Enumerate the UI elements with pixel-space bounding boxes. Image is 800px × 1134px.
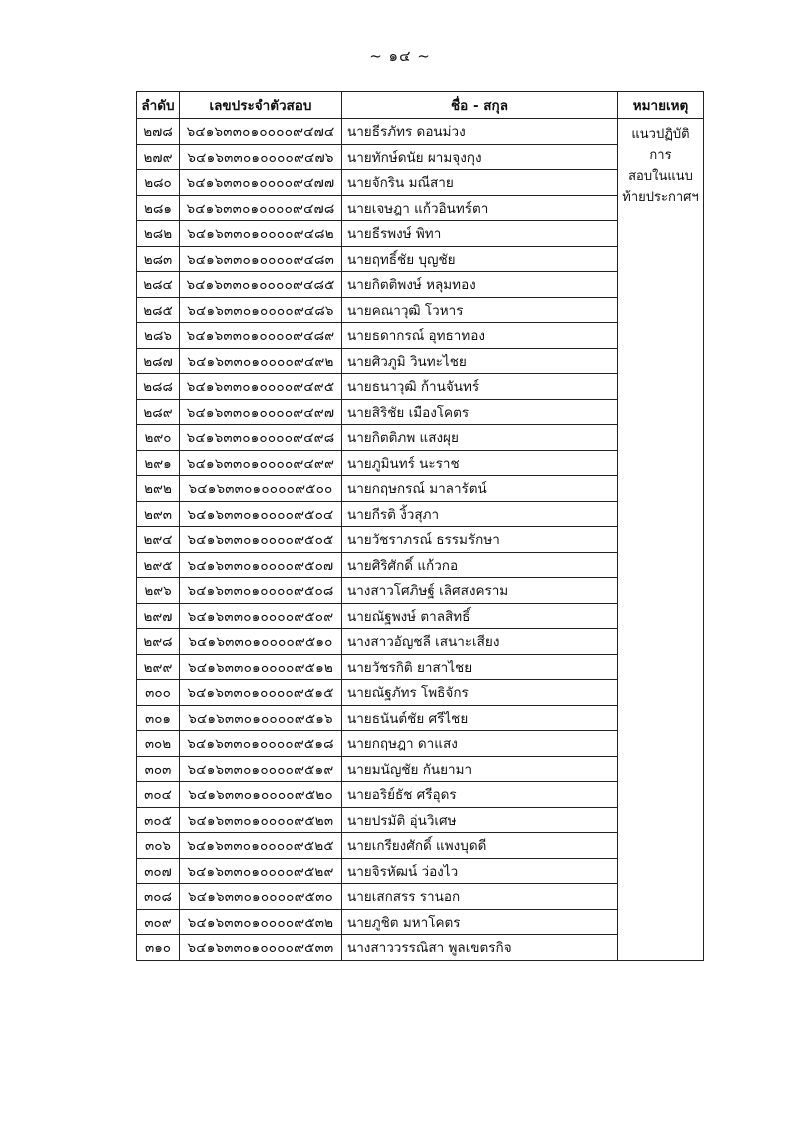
row-seq: ๒๙๓: [137, 501, 180, 527]
row-full-name: นายปรมัติ อุ่นวิเศษ: [342, 807, 618, 833]
row-full-name: นางสาววรรณิสา พูลเขตรกิจ: [342, 935, 618, 961]
row-full-name: นายกิตติภพ แสงผุย: [342, 425, 618, 451]
row-seq: ๒๘๔: [137, 272, 180, 298]
row-full-name: นายกฤษกรณ์ มาลารัตน์: [342, 476, 618, 502]
row-seq: ๓๑๐: [137, 935, 180, 961]
row-full-name: นายธดากรณ์ อุทธาทอง: [342, 323, 618, 349]
row-full-name: นายจักริน มณีสาย: [342, 170, 618, 196]
row-full-name: นายวัชราภรณ์ ธรรมรักษา: [342, 527, 618, 553]
row-seq: ๒๘๘: [137, 374, 180, 400]
row-exam-id: ๖๔๑๖๓๓๐๑๐๐๐๐๙๕๑๖: [180, 705, 342, 731]
row-exam-id: ๖๔๑๖๓๓๐๑๐๐๐๐๙๕๐๕: [180, 527, 342, 553]
row-seq: ๒๙๒: [137, 476, 180, 502]
row-seq: ๒๙๗: [137, 603, 180, 629]
row-seq: ๒๙๕: [137, 552, 180, 578]
row-exam-id: ๖๔๑๖๓๓๐๑๐๐๐๐๙๔๙๘: [180, 425, 342, 451]
row-seq: ๒๙๑: [137, 450, 180, 476]
row-full-name: นายเสกสรร รานอก: [342, 884, 618, 910]
remark-line: ท้ายประกาศฯ: [622, 190, 699, 205]
remark-line: สอบในแนบ: [628, 169, 693, 184]
row-exam-id: ๖๔๑๖๓๓๐๑๐๐๐๐๙๕๐๐: [180, 476, 342, 502]
row-exam-id: ๖๔๑๖๓๓๐๑๐๐๐๐๙๕๐๙: [180, 603, 342, 629]
table-body: [137, 119, 704, 961]
row-full-name: นายณัฐภัทร โพธิจักร: [342, 680, 618, 706]
row-full-name: นายฤทธิ์ชัย บุญชัย: [342, 246, 618, 272]
header-full-name: ชื่อ - สกุล: [342, 92, 618, 119]
row-seq: ๒๘๓: [137, 246, 180, 272]
candidate-table: [136, 91, 704, 961]
row-exam-id: ๖๔๑๖๓๓๐๑๐๐๐๐๙๕๒๙: [180, 858, 342, 884]
row-full-name: นายธีรภัทร ดอนม่วง: [342, 119, 618, 145]
row-seq: ๒๘๖: [137, 323, 180, 349]
row-exam-id: ๖๔๑๖๓๓๐๑๐๐๐๐๙๔๙๗: [180, 399, 342, 425]
row-seq: ๓๐๕: [137, 807, 180, 833]
row-seq: ๒๙๖: [137, 578, 180, 604]
row-exam-id: ๖๔๑๖๓๓๐๑๐๐๐๐๙๕๒๓: [180, 807, 342, 833]
row-seq: ๒๘๕: [137, 297, 180, 323]
row-full-name: นายศิวภูมิ วินทะไชย: [342, 348, 618, 374]
row-exam-id: ๖๔๑๖๓๓๐๑๐๐๐๐๙๕๒๕: [180, 833, 342, 859]
row-seq: ๒๘๒: [137, 221, 180, 247]
row-full-name: นายอริย์ธัช ศรีอุดร: [342, 782, 618, 808]
row-full-name: นางสาวอัญชลี เสนาะเสียง: [342, 629, 618, 655]
row-full-name: นายธีรพงษ์ พิทา: [342, 221, 618, 247]
row-full-name: นายกิตติพงษ์ หลุมทอง: [342, 272, 618, 298]
row-seq: ๒๙๘: [137, 629, 180, 655]
row-exam-id: ๖๔๑๖๓๓๐๑๐๐๐๐๙๔๙๒: [180, 348, 342, 374]
row-exam-id: ๖๔๑๖๓๓๐๑๐๐๐๐๙๔๙๙: [180, 450, 342, 476]
row-full-name: นายธนาวุฒิ ก้านจันทร์: [342, 374, 618, 400]
row-full-name: นายคณาวุฒิ โวหาร: [342, 297, 618, 323]
row-seq: ๓๐๔: [137, 782, 180, 808]
row-exam-id: ๖๔๑๖๓๓๐๑๐๐๐๐๙๕๑๒: [180, 654, 342, 680]
row-exam-id: ๖๔๑๖๓๓๐๑๐๐๐๐๙๕๓๓: [180, 935, 342, 961]
header-seq: ลำดับ: [137, 92, 180, 119]
row-full-name: นางสาวโศภิษฐ์ เลิศสงคราม: [342, 578, 618, 604]
row-seq: ๓๐๒: [137, 731, 180, 757]
row-full-name: นายภูมินทร์ นะราช: [342, 450, 618, 476]
row-exam-id: ๖๔๑๖๓๓๐๑๐๐๐๐๙๕๓๐: [180, 884, 342, 910]
row-seq: ๓๐๘: [137, 884, 180, 910]
row-exam-id: ๖๔๑๖๓๓๐๑๐๐๐๐๙๔๘๙: [180, 323, 342, 349]
row-seq: ๒๘๑: [137, 195, 180, 221]
header-exam-id: เลขประจำตัวสอบ: [180, 92, 342, 119]
row-full-name: นายเกรียงศักดิ์ แพงบุดดี: [342, 833, 618, 859]
row-seq: ๓๐๗: [137, 858, 180, 884]
row-exam-id: ๖๔๑๖๓๓๐๑๐๐๐๐๙๕๑๙: [180, 756, 342, 782]
header-row: [137, 92, 704, 119]
remark-line: แนวปฏิบัติการ: [631, 127, 690, 163]
page-number: ~ ๑๔ ~: [369, 47, 431, 65]
row-seq: ๓๐๑: [137, 705, 180, 731]
row-exam-id: ๖๔๑๖๓๓๐๑๐๐๐๐๙๔๘๖: [180, 297, 342, 323]
row-full-name: นายภูชิต มหาโคตร: [342, 909, 618, 935]
row-full-name: นายกีรติ งิ้วสุภา: [342, 501, 618, 527]
row-exam-id: ๖๔๑๖๓๓๐๑๐๐๐๐๙๕๑๕: [180, 680, 342, 706]
row-exam-id: ๖๔๑๖๓๓๐๑๐๐๐๐๙๔๗๖: [180, 144, 342, 170]
row-full-name: นายกฤษฎา ดาแสง: [342, 731, 618, 757]
row-seq: ๒๘๗: [137, 348, 180, 374]
header-remark: หมายเหตุ: [618, 92, 704, 119]
remark-cell: [618, 119, 704, 961]
row-exam-id: ๖๔๑๖๓๓๐๑๐๐๐๐๙๕๓๒: [180, 909, 342, 935]
row-exam-id: ๖๔๑๖๓๓๐๑๐๐๐๐๙๔๗๗: [180, 170, 342, 196]
row-seq: ๒๗๘: [137, 119, 180, 145]
row-full-name: นายสิริชัย เมืองโคตร: [342, 399, 618, 425]
row-full-name: นายณัฐพงษ์ ตาลสิทธิ์: [342, 603, 618, 629]
row-full-name: นายธนันต์ชัย ศรีไชย: [342, 705, 618, 731]
row-exam-id: ๖๔๑๖๓๓๐๑๐๐๐๐๙๔๗๘: [180, 195, 342, 221]
row-exam-id: ๖๔๑๖๓๓๐๑๐๐๐๐๙๔๙๕: [180, 374, 342, 400]
row-exam-id: ๖๔๑๖๓๓๐๑๐๐๐๐๙๔๘๓: [180, 246, 342, 272]
row-full-name: นายวัชรกิติ ยาสาไชย: [342, 654, 618, 680]
row-seq: ๓๐๐: [137, 680, 180, 706]
row-seq: ๒๘๙: [137, 399, 180, 425]
row-seq: ๓๐๓: [137, 756, 180, 782]
row-exam-id: ๖๔๑๖๓๓๐๑๐๐๐๐๙๕๐๘: [180, 578, 342, 604]
row-seq: ๒๙๔: [137, 527, 180, 553]
row-exam-id: ๖๔๑๖๓๓๐๑๐๐๐๐๙๔๗๔: [180, 119, 342, 145]
row-seq: ๒๙๙: [137, 654, 180, 680]
row-seq: ๒๗๙: [137, 144, 180, 170]
row-full-name: นายศิริศักดิ์ แก้วกอ: [342, 552, 618, 578]
row-seq: ๒๘๐: [137, 170, 180, 196]
row-full-name: นายมนัญชัย กันยามา: [342, 756, 618, 782]
row-exam-id: ๖๔๑๖๓๓๐๑๐๐๐๐๙๔๘๕: [180, 272, 342, 298]
row-full-name: นายเจษฎา แก้วอินทร์ตา: [342, 195, 618, 221]
row-full-name: นายทักษ์ดนัย ผามจุงกุง: [342, 144, 618, 170]
row-exam-id: ๖๔๑๖๓๓๐๑๐๐๐๐๙๕๐๗: [180, 552, 342, 578]
row-seq: ๒๙๐: [137, 425, 180, 451]
row-full-name: นายจิรหัฒน์ ว่องไว: [342, 858, 618, 884]
row-exam-id: ๖๔๑๖๓๓๐๑๐๐๐๐๙๕๑๘: [180, 731, 342, 757]
row-seq: ๓๐๖: [137, 833, 180, 859]
row-exam-id: ๖๔๑๖๓๓๐๑๐๐๐๐๙๕๒๐: [180, 782, 342, 808]
row-exam-id: ๖๔๑๖๓๓๐๑๐๐๐๐๙๕๐๔: [180, 501, 342, 527]
row-exam-id: ๖๔๑๖๓๓๐๑๐๐๐๐๙๔๘๒: [180, 221, 342, 247]
row-seq: ๓๐๙: [137, 909, 180, 935]
table-row: [137, 119, 704, 145]
row-exam-id: ๖๔๑๖๓๓๐๑๐๐๐๐๙๕๑๐: [180, 629, 342, 655]
